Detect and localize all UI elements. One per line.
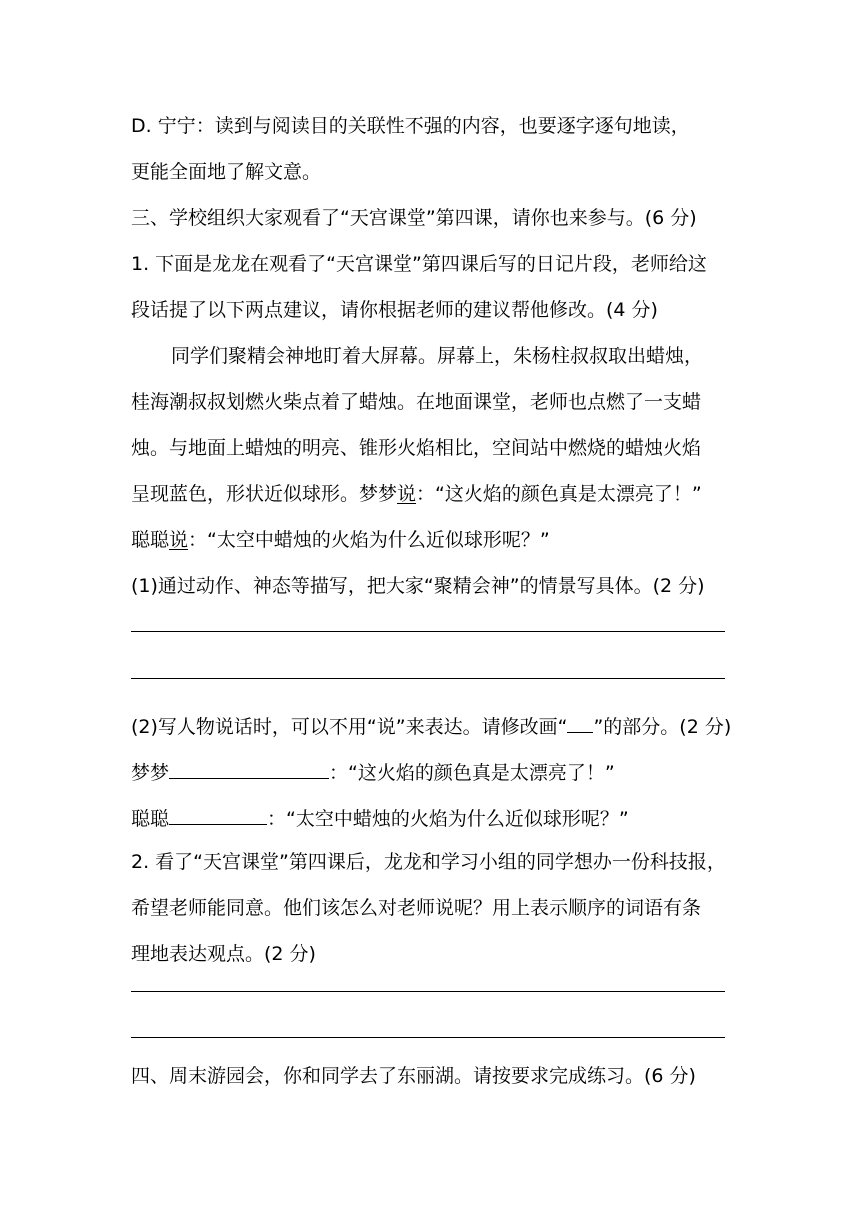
quote-text: ：“太空中蜡烛的火焰为什么近似球形呢？” [267,808,629,830]
passage-text: 聪聪 [131,529,170,551]
prompt-text: ”的部分。(2 分) [593,716,732,738]
section-4-heading: 四、周末游园会，你和同学去了东丽湖。请按要求完成练习。(6 分) [131,1065,696,1087]
prompt-text: (2)写人物说话时，可以不用“说”来表达。请修改画“ [131,716,568,738]
passage-text: ：“太空中蜡烛的火焰为什么近似球形呢？” [188,529,550,551]
quote-text: ：“这火焰的颜色真是太漂亮了！” [329,762,615,784]
answer-line-1[interactable] [131,631,725,632]
diary-passage-line-4 [131,482,702,506]
congcong-blank[interactable] [169,804,267,825]
mengmeng-fill-line [131,758,615,785]
diary-passage-line-2: 桂海潮叔叔划燃火柴点着了蜡烛。在地面课堂，老师也点燃了一支蜡 [131,391,702,413]
congcong-fill-line [131,804,629,831]
underline-sample-blank [567,712,593,733]
subquestion-1-prompt: (1)通过动作、神态等描写，把大家“聚精会神”的情景写具体。(2 分) [131,575,705,597]
speaker-name: 聪聪 [131,808,170,830]
subquestion-2-prompt [131,712,731,739]
question-1-line-1: 1. 下面是龙龙在观看了“天宫课堂”第四课后写的日记片段，老师给这 [131,253,707,275]
question-2-line-2: 希望老师能同意。他们该怎么对老师说呢？用上表示顺序的词语有条 [131,897,702,919]
passage-text: ：“这火焰的颜色真是太漂亮了！” [416,483,702,505]
option-d-line-2: 更能全面地了解文意。 [131,161,322,183]
question-2-line-3: 理地表达观点。(2 分) [131,943,316,965]
diary-passage-line-5 [131,528,550,552]
mengmeng-blank[interactable] [169,758,329,779]
diary-passage-line-3: 烛。与地面上蜡烛的明亮、锥形火焰相比，空间站中燃烧的蜡烛火焰 [131,437,702,459]
diary-passage-line-1: 同学们聚精会神地盯着大屏幕。屏幕上，朱杨柱叔叔取出蜡烛， [171,345,704,367]
answer-line-4[interactable] [131,1037,725,1038]
answer-line-3[interactable] [131,991,725,992]
underlined-shuo: 说 [169,529,189,551]
answer-line-2[interactable] [131,678,725,679]
speaker-name: 梦梦 [131,762,170,784]
underlined-shuo: 说 [397,483,417,505]
question-2-line-1: 2. 看了“天宫课堂”第四课后，龙龙和学习小组的同学想办一份科技报， [131,851,726,873]
passage-text: 呈现蓝色，形状近似球形。梦梦 [131,483,398,505]
section-3-heading: 三、学校组织大家观看了“天宫课堂”第四课，请你也来参与。(6 分) [131,207,697,229]
option-d-line-1: D. 宁宁：读到与阅读目的关联性不强的内容，也要逐字逐句地读， [131,115,690,137]
question-1-line-2: 段话提了以下两点建议，请你根据老师的建议帮他修改。(4 分) [131,299,658,321]
